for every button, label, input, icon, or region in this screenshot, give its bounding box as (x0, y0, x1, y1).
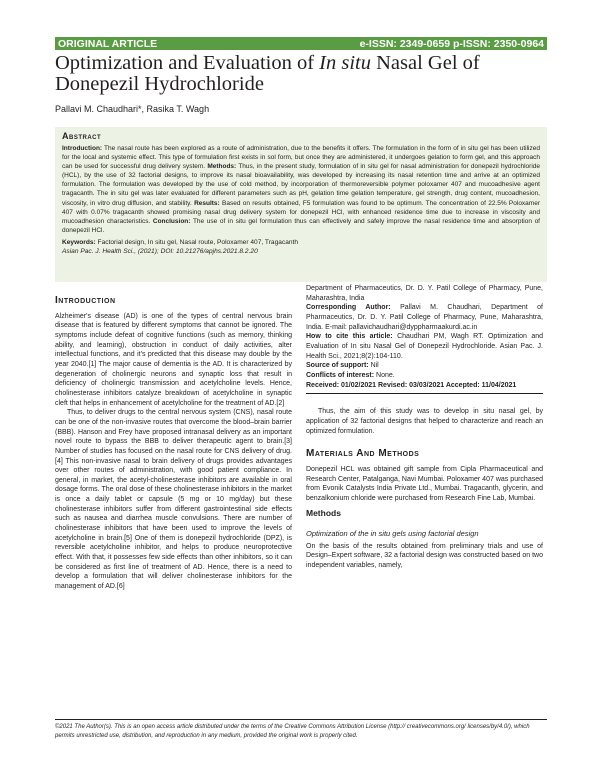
abstract-intro-text: The nasal route has been explored as a route of administration, due to the benefits it offers. The formulation in the form of in situ gel has been utilized for the local and systemic effect. This type of formulation first exists in sol form, but once they are administered, it undergoes gelation to form gel, and this approach can be used for successful drug delivery system. (62, 145, 540, 171)
title-italic: In situ (319, 52, 371, 74)
intro-continuation: Thus, the aim of this study was to develop in situ nasal gel, by application of 32 factorial designs that helped to characterize and reach an optimized formulation. (306, 408, 543, 435)
received-dates: Received: 01/02/2021 Revised: 03/03/2021 Accepted: 11/04/2021 (306, 381, 517, 389)
abstract-methods-text: Thus, in the present study, formulation of in situ gel for nasal administration for donepezil hydrochloride (HCL), by the use of 32 factorial designs, to improve its nasal bioavailability, was developed by increasing its nasal retention time and arrive at an optimized formulation. The formulation was developed by the use of cold method, by incorporation of thermoreversible polymer poloxamer 407 and mucoadhesive agent tragacanth. The in situ gel was later evaluated for different parameters such as pH, gelation time gelation temperature, gel strength, drug content, mucoadhesion, viscosity, in vitro drug diffusion, and stability. (62, 163, 541, 207)
cite-text: Chaudhari PM, Wagh RT. Optimization and Evaluation of In situ Nasal Gel of Donepezil Hydrochloride. Asian Pac. J. Health Sci., 2021;8(2):104-110. (306, 333, 544, 360)
cite-label: How to cite this article: (306, 333, 393, 341)
intro-paragraph-2: Thus, to deliver drugs to the central nervous system (CNS), nasal route can be one of the non-invasive routes that overcome the blood–brain barrier (BBB). Hanson and Frey have proposed intranasal delivery as an important novel route to bypass the BBB to deliver therapeutic agent to brain.[3] Number of studies has focused on the nasal route for CNS delivery of drug.[4] This non-invasive nasal to brain delivery of drugs provides advantages over other routes of administration, with good patient compliance. In general, in market, the acetyl-cholinesterase inhibitors are available in oral dosage forms. The oral dose of these cholinesterase inhibitors in the market is once a daily tablet or capsule (5 mg or 10 mg/day) but these cholinesterase inhibitors suffer from different gastrointestinal side effects such as nausea and diarrhea muscle convulsions. There are number of cholinesterase inhibitors that have been used to improve the levels of acetylcholine in brain.[5] One of them is donepezil hydrochloride (DPZ), is reversible acetylcholine inhibitor, and helps to produce neuroprotective effect. With that, it possesses few side effects than other inhibitors, so it can be considered as first line of treatment of AD. Hence, there is a need to develop a formulation that will deliver cholinesterase inhibitors for the management of AD.[6] (55, 409, 292, 591)
paper-title (55, 53, 547, 95)
title-part2: Nasal Gel of Donepezil Hydrochloride (55, 52, 480, 95)
header-bar (55, 37, 547, 50)
license-footer: ©2021 The Author(s). This is an open access article distributed under the terms of the Creative Commons Attribution License (http:// creativecommons.org/ licenses/by/4.0/), which permits unrestricted use, distribution, and reproduction in any medium, provided the original work is properly cited. (55, 719, 547, 741)
keywords-text: Factorial design, In situ gel, Nasal route, Poloxamer 407, Tragacanth (95, 238, 299, 246)
conflicts-label: Conflicts of interest: (306, 371, 375, 379)
support-label: Source of support: (306, 362, 369, 370)
issn-label: e-ISSN: 2349-0659 p-ISSN: 2350-0964 (359, 37, 544, 50)
corr-label: Corresponding Author: (306, 304, 391, 312)
abstract-conclusion-label: Conclusion: (152, 217, 191, 225)
right-column (306, 284, 543, 571)
abstract-results-label: Results: (194, 199, 220, 207)
materials-text: Donepezil HCL was obtained gift sample from Cipla Pharmaceutical and Research Center, Patalganga, Navi Mumbai. Poloxamer 407 was purchased from Evonik Catalysts India Private Ltd., Mumbai. Tragacanth, glycerin, and benzalkonium chloride were purchased from Research Fine Lab, Mumbai. (306, 465, 543, 502)
intro-paragraph-1: Alzheimer's disease (AD) is one of the types of central nervous brain disease that is featured by different symptoms that cannot be ignored. The symptoms include defeat of cognitive functions (such as memory, thinking ability, and learning), obstruction in conduct of daily activities, alter intellectual functions, and it's predicted that this disease may double by the year 2040.[1] The major cause of dementia is the AD. It is characterized by degeneration of cholinergic neurons and synaptic loss that result in deficiency of cholinergic transmission and acetylcholine levels. Hence, cholinesterase inhibitors catalyze breakdown of acetylcholine in synaptic cleft that helps in enhancement of acetylcholine for the treatment of AD.[2] (55, 312, 292, 407)
abstract-heading: Abstract (62, 131, 102, 141)
abstract-box (55, 127, 547, 282)
how-to-cite (306, 332, 543, 361)
left-column (55, 296, 292, 592)
affiliation-department: Department of Pharmaceutics, Dr. D. Y. Patil College of Pharmacy, Pune, Maharashtra, India (306, 285, 543, 302)
keywords (62, 239, 540, 246)
abstract-intro-label: Introduction: (62, 145, 103, 152)
abstract-text (62, 144, 540, 235)
optimization-heading: Optimization of the in situ gels using factorial design (306, 529, 479, 539)
abstract-methods-label: Methods: (207, 163, 237, 171)
methods-heading: Methods (306, 508, 341, 519)
authors: Pallavi M. Chaudhari*, Rasika T. Wagh (55, 104, 210, 114)
conflicts-of-interest (306, 371, 543, 381)
abstract-results-text: Based on results obtained, F5 formulation was found to be optimum. The concentration of 22.5% Poloxamer 407 with 0.07% tragacanth showed promising nasal drug delivery system for donepezil HCl, with enhanced residence time due to increase in viscosity and mucoadhesion characteristics. (62, 199, 540, 225)
conflicts-text: None. (374, 371, 395, 379)
section-label: ORIGINAL ARTICLE (58, 37, 158, 50)
support-text: Nil (368, 362, 379, 370)
citation-line: Asian Pac. J. Health Sci., (2021); DOI: 10.21276/apjhs.2021.8.2.20 (62, 247, 258, 255)
introduction-heading: Introduction (55, 295, 116, 306)
source-of-support (306, 361, 543, 371)
optimization-text: On the basis of the results obtained from preliminary trials and use of Design–Expert software, 32 a factorial design was constructed based on two independent variables, namely, (306, 542, 543, 570)
keywords-label: Keywords: (62, 238, 96, 246)
materials-heading: Materials And Methods (306, 448, 420, 460)
corr-text: Pallavi M. Chaudhari, Department of Pharmaceutics, Dr. D. Y. Patil College of Pharmacy, Pune, Maharashtra, India. E-mail: pallavichaudhari@dyppharmaakurdi.ac.in (306, 304, 543, 331)
title-part1: Optimization and Evaluation of (55, 52, 320, 74)
abstract-conclusion-text: The use of in situ gel formulation thus can effectively and safely improve the nasal residence time and absorption of donepezil HCl. (62, 217, 540, 234)
corresponding-author (306, 303, 543, 332)
